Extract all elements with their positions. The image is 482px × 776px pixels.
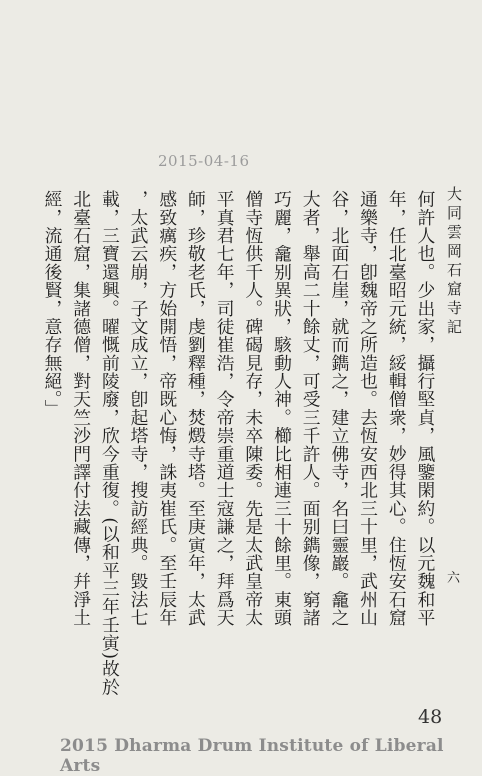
text-column: 平真君七年，司徒崔浩，令帝崇重道士寇謙之，拜爲天 (214, 190, 236, 627)
text-column: 僧寺恆供千人。碑碣見存，未卒陳委。先是太武皇帝太 (242, 190, 264, 627)
text-column: 載，三寶還興。曜慨前陵廢，欣今重復。(以和平三年壬寅)故於 (99, 190, 121, 696)
text-column: 何許人也。少出家，攝行堅貞，風鑒閑約。以元魏和平 (414, 190, 436, 627)
text-column: 經，流通後賢，意存無絕。」 (42, 190, 63, 418)
running-title: 大同雲岡石窟寺記 (445, 186, 463, 338)
text-column: 通樂寺，卽魏帝之所造也。去恆安西北三十里，武州山 (357, 190, 379, 627)
watermark-footer: 2015 Dharma Drum Institute of Liberal Arts (60, 736, 444, 776)
page-number: 48 (418, 706, 443, 728)
text-column: 年，任北臺昭元統，綏輯僧衆，妙得其心。住恆安石窟 (386, 190, 408, 627)
text-column: 感致癘疾，方始開悟，帝既心悔，誅夷崔氏。至壬辰年 (156, 190, 178, 627)
text-column: 大者，舉高二十餘丈，可受三千許人。面别鐫像，窮諸 (300, 190, 322, 627)
vertical-text-block (40, 190, 438, 696)
watermark-date: 2015-04-16 (158, 152, 250, 170)
leaf-number: 六 (447, 571, 461, 586)
text-column: 谷，北面石崖，就而鐫之，建立佛寺，名曰靈巖。龕之 (328, 190, 350, 627)
text-column: 北臺石窟，集諸德僧，對天竺沙門譯付法藏傳，幷淨土 (70, 190, 92, 627)
text-column: 師，珍敬老氏，虔劉釋種，焚燬寺塔。至庚寅年，太武 (185, 190, 207, 627)
text-column: 巧麗，龕别異狀，駭動人神。櫛比相連三十餘里。東頭 (271, 190, 293, 627)
text-column: ，太武云崩，子文成立，卽起塔寺，搜訪經典。毀法七 (128, 190, 150, 627)
